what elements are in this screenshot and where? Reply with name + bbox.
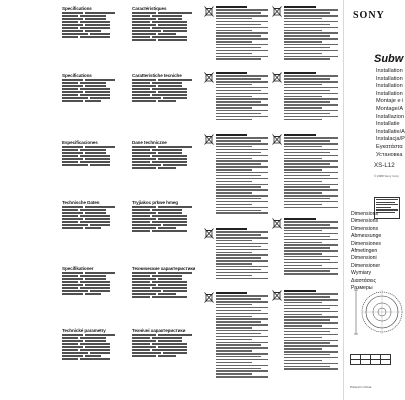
dimensions-item: Dimensions [351,211,379,217]
dimensions-item: Wymiary [351,270,372,277]
spec-title: Technische Daten [62,200,100,205]
crossed-out-wheelie-bin-icon [204,72,214,83]
dimensions-item: Διαστάσεις [351,277,376,284]
installation-item: Εγκατάστα [376,143,403,150]
installation-item: Installazion [376,113,404,120]
copyright-text: © 2008 Sony Corp [374,174,399,178]
product-title: Subw [374,53,404,65]
installation-item: Installation [376,90,403,97]
installation-item: Instalacja/P [376,136,405,143]
spec-title: Specifications [62,6,92,11]
spec-block [132,328,198,357]
spec-title: Tryjiakoc prkwe hmeg [132,200,178,205]
installation-item: Установка [376,151,403,158]
sony-logo: SONY [353,10,385,21]
spec-block [132,140,198,169]
spec-column-2 [132,0,198,400]
crossed-out-wheelie-bin-icon [204,6,214,17]
dimensions-item: Dimensioni [351,255,377,262]
installation-item: Installatie [376,121,400,128]
spec-block [62,266,120,295]
spec-title: Specifikationer [62,266,94,271]
installation-list [376,68,405,159]
spec-title: Caractéristiques [132,6,167,11]
dimension-table [350,354,391,365]
spec-block [62,200,120,229]
spec-block [62,328,120,360]
installation-item: Installation [376,83,403,90]
spec-title: Especificaciones [62,140,98,145]
disposal-column-1 [204,0,268,400]
spec-block [62,73,120,102]
spec-column-1 [62,0,120,400]
cover-column [346,0,405,400]
dimensions-item: Dimensioner [351,262,381,269]
print-code: Printed in China [350,385,372,389]
spec-title: Technické parametry [62,328,106,333]
crossed-out-wheelie-bin-icon [204,228,214,239]
dimensions-item: Dimensions [351,225,379,232]
page-divider [343,0,344,400]
spec-block [132,73,198,102]
crossed-out-wheelie-bin-icon [272,6,282,17]
subwoofer-dimension-drawing [350,288,400,336]
disposal-column-2 [272,0,338,400]
spec-block [132,200,198,232]
spec-block [132,6,198,41]
spec-block [62,6,120,38]
crossed-out-wheelie-bin-icon [204,292,214,303]
spec-title: Caratteristiche tecniche [132,73,182,78]
dimensions-item: Afmetingen [351,248,378,255]
installation-item: Installation [376,75,403,82]
spec-title: Specifications [62,73,92,78]
installation-item: Montage/A [376,105,404,112]
spec-title: Технічні характеристики [132,328,186,333]
installation-item: Montaje e i [376,98,404,105]
dimensions-list [351,211,381,292]
crossed-out-wheelie-bin-icon [204,134,214,145]
dimensions-item: Dimensiones [351,240,381,247]
dimensions-item: Размеры [351,285,373,292]
crossed-out-wheelie-bin-icon [272,72,282,83]
crossed-out-wheelie-bin-icon [272,134,282,145]
model-code: XS-L12 [374,162,395,169]
dimensions-item: Abmessunge [351,233,382,240]
installation-item: Installation [376,68,403,74]
dimensions-item: Dimensions [351,218,379,225]
installation-item: Installatie/A [376,128,405,135]
spec-title: Технические характеристики [132,266,196,271]
crossed-out-wheelie-bin-icon [272,290,282,301]
crossed-out-wheelie-bin-icon [272,218,282,229]
spec-title: Dane techniczne [132,140,167,145]
spec-block [62,140,120,166]
spec-block [132,266,198,298]
